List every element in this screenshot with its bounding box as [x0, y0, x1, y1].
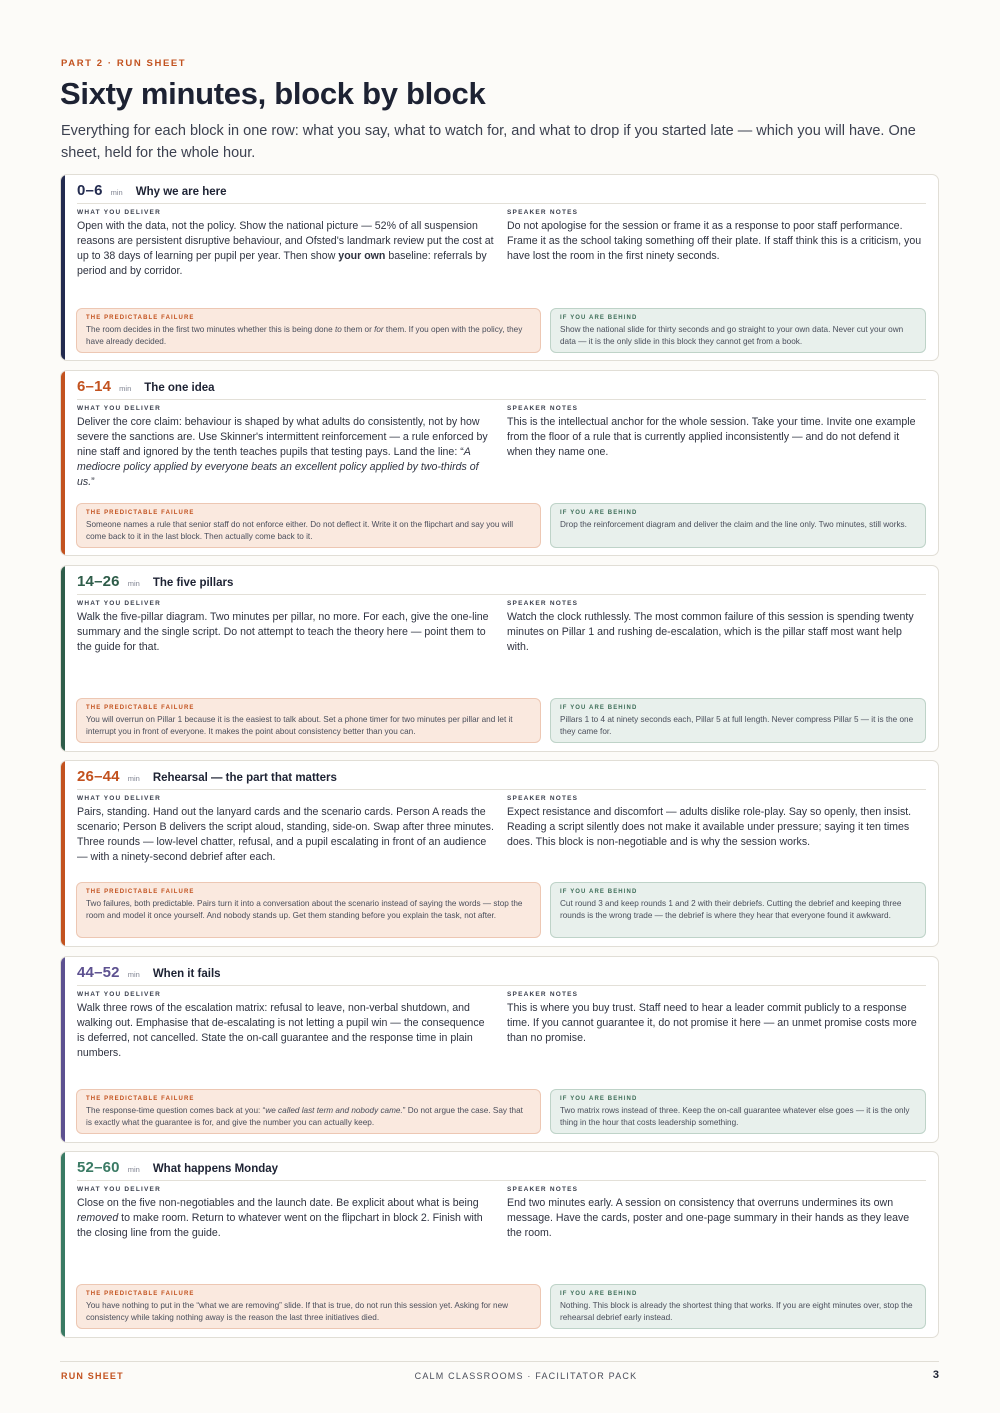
behind-text: Two matrix rows instead of three. Keep the on-call guarantee whatever else goes — it is the only thing in the hour that costs leadership something.: [560, 1106, 910, 1127]
block-unit: min: [127, 774, 140, 783]
block-title: Why we are here: [135, 186, 227, 198]
run-block-26-44: [60, 760, 939, 947]
block-accent-bar: [61, 957, 65, 1142]
run-block-52-60: [60, 1151, 939, 1338]
failure-box: [76, 1089, 541, 1134]
deliver-text: Pairs, standing. Hand out the lanyard cards and the scenario cards. Person A reads the scenario; Person B delivers the script aloud, standing, side-on. Swap after three minutes. Three rounds — low-level chatter, refusal, and a pupil escalating in front of an audience — with a ninety-second debrief after each.: [77, 806, 494, 863]
block-header: [77, 573, 926, 595]
block-title: Rehearsal — the part that matters: [152, 772, 337, 784]
page-number: 3: [932, 1369, 939, 1381]
deliver-text: Close on the five non-negotiables and the launch date. Be explicit about what is being removed to make room. Return to whatever went on the flipchart in block 2. Finish with the closing line from the guide.: [77, 1197, 483, 1239]
failure-text: Two failures, both predictable. Pairs turn it into a conversation about the scenario instead of saying the words — stop the room and model it once yourself. And nobody stands up. Get them standing before you explain the task, not after.: [86, 899, 523, 920]
failure-box: [76, 698, 541, 743]
failure-label: THE PREDICTABLE FAILURE: [86, 510, 195, 516]
block-unit: min: [127, 579, 140, 588]
deliver-column: [77, 600, 495, 655]
deliver-column: [77, 991, 495, 1061]
behind-label: IF YOU ARE BEHIND: [560, 1291, 638, 1297]
block-time: 6–14: [77, 378, 112, 395]
deliver-column: [77, 209, 495, 279]
behind-text: Drop the reinforcement diagram and deliver the claim and the line only. Two minutes, still works.: [560, 520, 907, 529]
notes-label: SPEAKER NOTES: [507, 1186, 579, 1193]
deliver-label: WHAT YOU DELIVER: [77, 1186, 161, 1193]
block-title: What happens Monday: [152, 1163, 279, 1175]
block-header: [77, 378, 926, 400]
intro-paragraph: Everything for each block in one row: what you say, what to watch for, and what to drop if you started late — which you will have. One sheet, held for the whole hour.: [61, 123, 916, 161]
block-accent-bar: [61, 175, 65, 360]
notes-text: This is where you buy trust. Staff need to hear a leader commit publicly to a response time. If you cannot guarantee it, do not promise it here — an unmet promise costs more than no promise.: [507, 1002, 917, 1044]
deliver-text: Walk three rows of the escalation matrix: refusal to leave, non-verbal shutdown, and walking out. Emphasise that de-escalating is not letting a pupil win — the consequence is deferred, not cancelled. State the on-call guarantee and the response time in plain numbers.: [77, 1002, 485, 1059]
eyebrow: PART 2 · RUN SHEET: [61, 58, 187, 69]
footer-section-label: RUN SHEET: [61, 1371, 124, 1381]
failure-label: THE PREDICTABLE FAILURE: [86, 1096, 195, 1102]
run-block-44-52: [60, 956, 939, 1143]
notes-text: End two minutes early. A session on consistency that overruns undermines its own message. Have the cards, poster and one-page summary in their hands as they leave the room.: [507, 1197, 910, 1239]
notes-column: [507, 209, 925, 264]
notes-text: This is the intellectual anchor for the whole session. Take your time. Invite one example from the floor of a rule that is currently applied inconsistently — and do not defend it when they name one.: [507, 416, 916, 458]
failure-text: The room decides in the first two minutes whether this is being done to them or for them. If you open with the policy, they have already decided.: [86, 325, 523, 346]
footer-divider: [60, 1361, 939, 1362]
block-accent-bar: [61, 761, 65, 946]
notes-column: [507, 795, 925, 850]
run-block-6-14: [60, 370, 939, 556]
failure-text: You will overrun on Pillar 1 because it is the easiest to talk about. Set a phone timer for two minutes per pillar and let it interrupt you in front of everyone. It makes the point about consistency better than you can.: [86, 715, 513, 736]
behind-label: IF YOU ARE BEHIND: [560, 705, 638, 711]
deliver-label: WHAT YOU DELIVER: [77, 209, 161, 216]
block-time: 52–60: [77, 1159, 120, 1176]
failure-label: THE PREDICTABLE FAILURE: [86, 1291, 195, 1297]
notes-column: [507, 1186, 925, 1241]
behind-box: [550, 1089, 926, 1134]
behind-box: [550, 1284, 926, 1329]
deliver-label: WHAT YOU DELIVER: [77, 600, 161, 607]
behind-box: [550, 698, 926, 743]
block-header: [77, 182, 926, 204]
failure-box: [76, 308, 541, 353]
block-header: [77, 964, 926, 986]
deliver-column: [77, 795, 495, 865]
block-accent-bar: [61, 566, 65, 751]
behind-text: Cut round 3 and keep rounds 1 and 2 with their debriefs. Cutting the debrief and keeping three rounds is the wrong trade — the debrief is where they hear that everyone found it awkward.: [560, 899, 902, 920]
behind-label: IF YOU ARE BEHIND: [560, 510, 638, 516]
deliver-column: [77, 405, 495, 490]
behind-box: [550, 503, 926, 548]
block-time: 44–52: [77, 964, 120, 981]
block-unit: min: [110, 188, 123, 197]
failure-label: THE PREDICTABLE FAILURE: [86, 705, 195, 711]
behind-label: IF YOU ARE BEHIND: [560, 315, 638, 321]
block-unit: min: [127, 1165, 140, 1174]
deliver-label: WHAT YOU DELIVER: [77, 991, 161, 998]
deliver-label: WHAT YOU DELIVER: [77, 405, 161, 412]
notes-column: [507, 405, 925, 460]
behind-text: Nothing. This block is already the shortest thing that works. If you are eight minutes over, stop the rehearsal debrief early instead.: [560, 1301, 913, 1322]
block-time: 26–44: [77, 768, 120, 785]
failure-box: [76, 882, 541, 938]
block-title: The one idea: [144, 382, 215, 394]
notes-label: SPEAKER NOTES: [507, 405, 579, 412]
deliver-text: Open with the data, not the policy. Show the national picture — 52% of all suspension reasons are persistent disruptive behaviour, and Ofsted's landmark review put the cost at up to 38 days of learning per pupil per year. Then show your own baseline: referrals by period and by corridor.: [77, 220, 494, 277]
notes-column: [507, 991, 925, 1046]
notes-label: SPEAKER NOTES: [507, 795, 579, 802]
failure-label: THE PREDICTABLE FAILURE: [86, 315, 195, 321]
notes-label: SPEAKER NOTES: [507, 991, 579, 998]
block-accent-bar: [61, 1152, 65, 1337]
failure-text: You have nothing to put in the “what we are removing” slide. If that is true, do not run this session yet. Asking for new consistency while taking nothing away is the reason the last three initiatives died.: [86, 1301, 509, 1322]
deliver-text: Deliver the core claim: behaviour is shaped by what adults do consistently, not by how severe the sanctions are. Use Skinner's intermittent reinforcement — a rule enforced by nine staff and ignored by the tenth teaches pupils that testing pays. Land the line: “A mediocre policy applied by everyone beats an excellent policy applied by two-thirds of us.”: [77, 416, 488, 488]
deliver-label: WHAT YOU DELIVER: [77, 795, 161, 802]
run-block-0-6: [60, 174, 939, 361]
block-time: 14–26: [77, 573, 120, 590]
notes-column: [507, 600, 925, 655]
notes-label: SPEAKER NOTES: [507, 600, 579, 607]
block-header: [77, 1159, 926, 1181]
behind-label: IF YOU ARE BEHIND: [560, 889, 638, 895]
notes-text: Do not apologise for the session or frame it as a response to poor staff performance. Frame it as the school taking something off their plate. If staff think this is a criticism, you have lost the room in the first ninety seconds.: [507, 220, 922, 262]
notes-text: Expect resistance and discomfort — adults dislike role-play. Say so openly, then insist. Reading a script silently does not make it available under pressure; saying it ten times does. This block is non-negotiable and is why the session works.: [507, 806, 912, 848]
run-block-14-26: [60, 565, 939, 752]
failure-text: The response-time question comes back at you: “we called last term and nobody came.” Do not argue the case. Say that is exactly what the guarantee is for, and give the number you can actually keep.: [86, 1106, 523, 1127]
deliver-text: Walk the five-pillar diagram. Two minutes per pillar, no more. For each, give the one-line summary and the single script. Do not attempt to teach the theory here — point them to the guide for that.: [77, 611, 489, 653]
page-title: Sixty minutes, block by block: [60, 76, 486, 111]
block-unit: min: [127, 970, 140, 979]
failure-box: [76, 1284, 541, 1329]
notes-text: Watch the clock ruthlessly. The most common failure of this session is spending twenty minutes on Pillar 1 and rushing de-escalation, which is the pillar staff most want help with.: [507, 611, 914, 653]
footer-document-title: CALM CLASSROOMS · FACILITATOR PACK: [414, 1371, 638, 1381]
behind-text: Pillars 1 to 4 at ninety seconds each, Pillar 5 at full length. Never compress Pillar 5 — it is the one they came for.: [560, 715, 914, 736]
block-accent-bar: [61, 371, 65, 555]
block-time: 0–6: [77, 182, 103, 199]
behind-text: Show the national slide for thirty seconds and go straight to your own data. Never cut your own data — it is the only slide in this block they cannot get from a book.: [560, 325, 904, 346]
behind-box: [550, 882, 926, 938]
failure-label: THE PREDICTABLE FAILURE: [86, 889, 195, 895]
failure-text: Someone names a rule that senior staff do not enforce either. Do not deflect it. Write it on the flipchart and say you will come back to it in the last block. Then actually come back to it.: [86, 520, 514, 541]
behind-label: IF YOU ARE BEHIND: [560, 1096, 638, 1102]
behind-box: [550, 308, 926, 353]
notes-label: SPEAKER NOTES: [507, 209, 579, 216]
block-title: When it fails: [152, 968, 221, 980]
deliver-column: [77, 1186, 495, 1241]
block-title: The five pillars: [152, 577, 234, 589]
failure-box: [76, 503, 541, 548]
block-unit: min: [119, 384, 132, 393]
block-header: [77, 768, 926, 790]
